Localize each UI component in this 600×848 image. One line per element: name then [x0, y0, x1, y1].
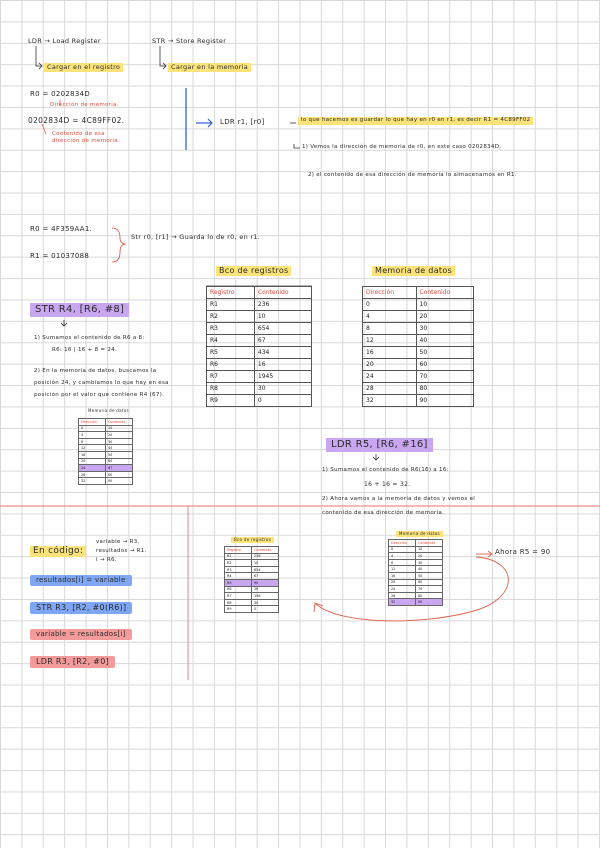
table-cell: R2 — [225, 560, 252, 567]
table-row — [207, 395, 312, 407]
table-cell: 28 — [389, 592, 416, 599]
table-cell: R5 — [207, 347, 255, 359]
code-line3: variable = resultados[i] — [30, 629, 132, 640]
table-row — [207, 335, 312, 347]
ldr-explanation: lo que hacemos es guardar lo que hay en r0 en r1, es decir R1 = 4C89FF02 — [298, 117, 533, 125]
table-row — [363, 371, 474, 383]
table-cell: 236 — [252, 553, 279, 560]
table-cell: R1 — [225, 553, 252, 560]
table-header-row — [363, 287, 474, 299]
table-cell: 50 — [416, 347, 473, 359]
table-cell: 198 — [252, 593, 279, 600]
table-cell: 30 — [254, 383, 311, 395]
table-header-cell: Dirección — [363, 287, 417, 299]
table-row — [225, 566, 279, 573]
table-cell: 40 — [106, 445, 133, 452]
table-cell: 1945 — [254, 371, 311, 383]
ldr-r5-step2a: 2) Ahora vamos a la memoria de datos y vemos el — [322, 496, 476, 502]
table-row — [79, 445, 133, 452]
table-cell: 50 — [106, 451, 133, 458]
table-cell: R5 — [225, 579, 252, 586]
mini-memory-table-1 — [78, 418, 133, 485]
table-cell: 0 — [363, 299, 417, 311]
table-row — [363, 335, 474, 347]
mini-bank-table — [224, 546, 279, 613]
ldr-r5-step1b: 16 + 16 = 32. — [364, 481, 411, 488]
mini-mem2-title: Memoria de datos — [396, 531, 443, 537]
table-row — [363, 359, 474, 371]
table-cell: 40 — [416, 566, 443, 573]
code-line4: LDR R3, [R2, #0] — [30, 656, 115, 668]
table-cell: 12 — [79, 445, 106, 452]
table-cell: R3 — [225, 566, 252, 573]
table-cell: 70 — [416, 586, 443, 593]
table-row — [389, 579, 443, 586]
table-cell: 0 — [252, 606, 279, 613]
table-row — [225, 593, 279, 600]
table-row — [225, 573, 279, 580]
table-cell: 16 — [79, 451, 106, 458]
ldr-meaning: Cargar en el registro — [44, 63, 123, 72]
table-cell: 12 — [389, 566, 416, 573]
table-row — [363, 395, 474, 407]
table-row — [79, 438, 133, 445]
table-header-row — [225, 547, 279, 554]
str-r4-step1: 1) Sumamos el contenido de R6 a 8: — [34, 335, 145, 341]
table-header-cell: Dirección — [389, 540, 416, 547]
table-cell: 16 — [254, 359, 311, 371]
table-cell: 32 — [363, 395, 417, 407]
table-cell: 30 — [252, 599, 279, 606]
table-cell: 32 — [79, 478, 106, 485]
ldr-r5-step2b: contenido de esa dirección de memoria. — [322, 510, 445, 516]
table-cell: 90 — [416, 599, 443, 606]
table-row — [79, 451, 133, 458]
table-row — [389, 546, 443, 553]
str-r4-title: STR R4, [R6, #8] — [30, 303, 129, 317]
table-cell: 654 — [254, 323, 311, 335]
table-cell: 16 — [252, 586, 279, 593]
address-note-2: dirección de memoria. — [52, 138, 121, 144]
r0-note: Dirección de memoria. — [50, 102, 119, 108]
table-row — [389, 553, 443, 560]
table-cell: 60 — [416, 579, 443, 586]
table-cell: 20 — [79, 458, 106, 465]
table-cell: R3 — [207, 323, 255, 335]
table-cell: 40 — [416, 335, 473, 347]
table-cell: 90 — [252, 579, 279, 586]
table-cell: 80 — [106, 471, 133, 478]
table-row — [79, 432, 133, 439]
table-row — [207, 371, 312, 383]
table-header-cell: Registro — [225, 547, 252, 554]
mini-bank-title: Bco de registros — [231, 537, 274, 543]
code-var3: i → R6. — [96, 557, 117, 563]
table-header-cell: Contenido — [416, 287, 473, 299]
table-cell: 4 — [79, 432, 106, 439]
table-cell: 0 — [254, 395, 311, 407]
str-r4-mini-title: Memoria de datos — [88, 408, 129, 413]
table-row — [389, 566, 443, 573]
str-r0: R0 = 4F359AA1. — [30, 225, 93, 233]
table-cell: 0 — [79, 425, 106, 432]
table-header-row — [207, 287, 312, 299]
table-cell: R4 — [225, 573, 252, 580]
table-cell: 16 — [363, 347, 417, 359]
table-cell: R4 — [207, 335, 255, 347]
memory-table — [362, 286, 474, 407]
table-cell: 28 — [79, 471, 106, 478]
table-cell: 10 — [252, 560, 279, 567]
code-title: En código: — [30, 546, 86, 557]
str-meaning: Cargar en la memoria — [168, 63, 251, 72]
table-cell: 80 — [416, 592, 443, 599]
code-var1: variable → R3. — [96, 539, 140, 545]
table-row — [225, 606, 279, 613]
table-header-cell: Contenido — [252, 547, 279, 554]
table-header-cell: Contenido — [106, 419, 133, 426]
ldr-r5-title: LDR R5, [R6, #16] — [326, 438, 433, 452]
table-cell: R7 — [207, 371, 255, 383]
table-cell: 67 — [254, 335, 311, 347]
table-row — [363, 347, 474, 359]
table-cell: 24 — [79, 465, 106, 472]
table-header-cell: Registro — [207, 287, 255, 299]
ldr-r5-result: Ahora R5 = 90 — [495, 548, 551, 556]
table-cell: R9 — [225, 606, 252, 613]
table-header-cell: Contenido — [254, 287, 311, 299]
table-cell: 10 — [416, 299, 473, 311]
table-header-cell: Dirección — [79, 419, 106, 426]
table-cell: 4 — [363, 311, 417, 323]
table-cell: 90 — [106, 478, 133, 485]
table-header-row — [389, 540, 443, 547]
str-r4-step2a: 2) En la memoria de datos, buscamos la — [34, 368, 157, 374]
table-cell: 20 — [416, 553, 443, 560]
table-row — [79, 458, 133, 465]
table-row — [389, 572, 443, 579]
table-cell: 60 — [106, 458, 133, 465]
table-cell: 32 — [389, 599, 416, 606]
table-row — [363, 383, 474, 395]
table-row — [225, 553, 279, 560]
table-cell: 90 — [416, 395, 473, 407]
table-row — [389, 592, 443, 599]
table-cell: 80 — [416, 383, 473, 395]
table-row — [207, 299, 312, 311]
table-row — [207, 383, 312, 395]
table-cell: R2 — [207, 311, 255, 323]
table-row — [207, 311, 312, 323]
table-row — [389, 599, 443, 606]
table-row — [363, 299, 474, 311]
table-cell: 4 — [389, 553, 416, 560]
table-cell: 60 — [416, 359, 473, 371]
code-line2: STR R3, [R2, #0(R6)] — [30, 602, 132, 614]
bank-title: Bco de registros — [216, 266, 291, 276]
table-header-cell: Contenido — [416, 540, 443, 547]
table-cell: 24 — [363, 371, 417, 383]
table-cell: 10 — [416, 546, 443, 553]
memory-title: Memoria de datos — [372, 266, 455, 276]
table-cell: 30 — [106, 438, 133, 445]
table-cell: 10 — [106, 425, 133, 432]
table-cell: 0 — [389, 546, 416, 553]
table-cell: 12 — [363, 335, 417, 347]
str-r4-step1b: R6: 16 | 16 + 8 = 24. — [52, 347, 118, 353]
table-cell: 20 — [106, 432, 133, 439]
table-cell: R9 — [207, 395, 255, 407]
ldr-definition: LDR → Load Register — [28, 37, 101, 45]
table-cell: 16 — [389, 572, 416, 579]
address-note-1: Contenido de esa — [52, 131, 105, 137]
table-cell: R7 — [225, 593, 252, 600]
ldr-step1: 1) Vemos la dirección de memoria de r0, en este caso 0202834D, — [302, 144, 502, 150]
table-row — [79, 471, 133, 478]
table-row — [389, 586, 443, 593]
table-row — [207, 323, 312, 335]
table-cell: R6 — [225, 586, 252, 593]
table-cell: 67 — [252, 573, 279, 580]
table-header-row — [79, 419, 133, 426]
code-var2: resultados → R1. — [96, 548, 147, 554]
r0-line: R0 = 0202834D — [30, 90, 91, 98]
table-cell: 8 — [79, 438, 106, 445]
table-cell: 28 — [363, 383, 417, 395]
ldr-instruction: LDR r1, [r0] — [220, 118, 265, 126]
address-line: 0202834D = 4C89FF02. — [28, 116, 125, 125]
table-row — [207, 347, 312, 359]
code-line1: resultados[i] = variable — [30, 575, 132, 586]
table-cell: 67 — [106, 465, 133, 472]
table-row — [79, 425, 133, 432]
table-cell: 20 — [389, 579, 416, 586]
str-r4-step2b: posición 24, y cambiamos lo que hay en esa — [34, 380, 169, 386]
str-definition: STR → Store Register — [152, 37, 227, 45]
table-row — [225, 599, 279, 606]
ldr-r5-step1: 1) Sumamos el contenido de R6(16) a 16: — [322, 467, 449, 473]
table-row — [207, 359, 312, 371]
table-cell: 20 — [363, 359, 417, 371]
table-cell: 50 — [416, 572, 443, 579]
table-row — [363, 311, 474, 323]
table-cell: R6 — [207, 359, 255, 371]
table-cell: R1 — [207, 299, 255, 311]
table-cell: 236 — [254, 299, 311, 311]
table-cell: 8 — [363, 323, 417, 335]
table-row — [225, 560, 279, 567]
table-cell: 24 — [389, 586, 416, 593]
ldr-step2: 2) el contenido de esa dirección de memoria lo almacenamos en R1. — [308, 172, 517, 178]
str-instruction: Str r0, [r1] → Guarda lo de r0, en r1. — [131, 233, 261, 241]
table-cell: 70 — [416, 371, 473, 383]
table-row — [79, 478, 133, 485]
table-cell: 20 — [416, 311, 473, 323]
mini-memory-table-2 — [388, 539, 443, 606]
str-r4-step2c: posición por el valor que contiene R4 (67). — [34, 392, 165, 398]
table-cell: 654 — [252, 566, 279, 573]
table-row — [225, 579, 279, 586]
table-row — [225, 586, 279, 593]
table-cell: R8 — [207, 383, 255, 395]
table-cell: 30 — [416, 323, 473, 335]
table-cell: R8 — [225, 599, 252, 606]
table-cell: 434 — [254, 347, 311, 359]
register-bank-table — [206, 286, 312, 407]
table-cell: 30 — [416, 559, 443, 566]
table-cell: 8 — [389, 559, 416, 566]
str-r1: R1 = 01037088 — [30, 252, 90, 260]
table-row — [389, 559, 443, 566]
table-cell: 10 — [254, 311, 311, 323]
table-row — [79, 465, 133, 472]
table-row — [363, 323, 474, 335]
